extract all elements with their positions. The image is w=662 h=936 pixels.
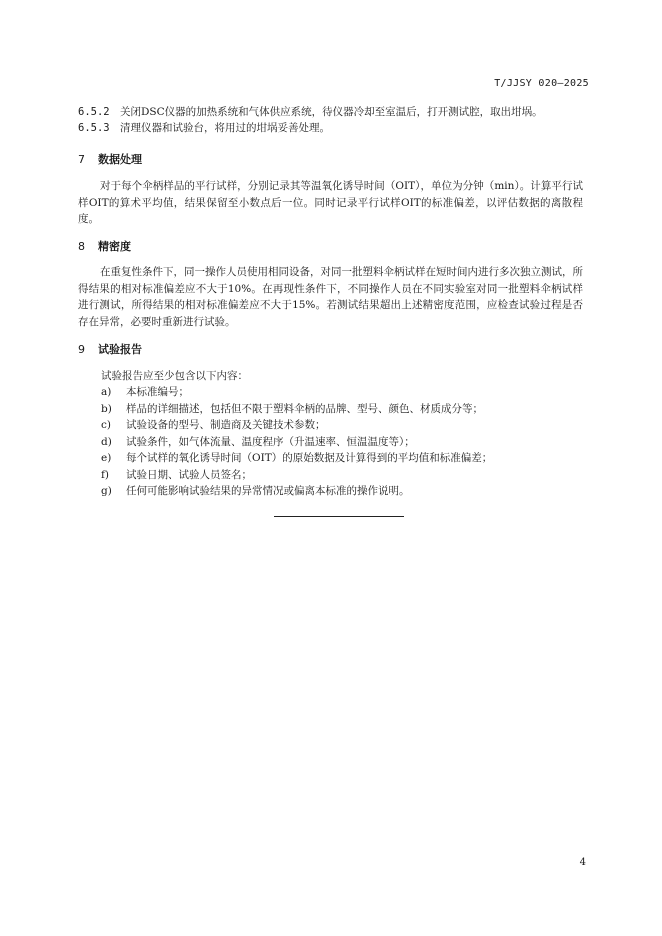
section-title: 试验报告 [98, 343, 142, 356]
clause-text: 关闭DSC仪器的加热系统和气体供应系统，待仪器冷却至室温后，打开测试腔，取出坩埚。 [120, 106, 543, 118]
section-heading-9 [78, 341, 142, 357]
list-item-text: 每个试样的氧化诱导时间（OIT）的原始数据及计算得到的平均值和标准偏差； [126, 452, 493, 464]
list-item-text: 试验日期、试验人员签名； [126, 468, 252, 481]
section-title: 数据处理 [98, 153, 142, 166]
clause-text: 清理仪器和试验台，将用过的坩埚妥善处理。 [120, 122, 330, 134]
list-item [101, 483, 492, 500]
report-intro: 试验报告应至少包含以下内容： [101, 370, 248, 382]
clause-number: 6.5.2 [78, 106, 110, 118]
list-marker: g) [101, 485, 112, 497]
list-item [101, 434, 492, 451]
list-item [101, 467, 492, 484]
list-marker: e) [101, 452, 112, 464]
report-items-list [101, 384, 492, 500]
list-marker: b) [101, 402, 112, 415]
section-number: 8 [78, 240, 85, 253]
list-item [101, 401, 492, 418]
section-7-body [78, 178, 583, 228]
paragraph: 对于每个伞柄样品的平行试样，分别记录其等温氧化诱导时间（OIT），单位为分钟（min）。计算平行试样OIT的算术平均值，结果保留至小数点后一位。同时记录平行试样OIT的标准偏差，以评估数据的离散程度。 [78, 180, 583, 225]
list-item-text: 试验设备的型号、制造商及关键技术参数； [126, 419, 326, 431]
list-item [101, 417, 492, 434]
paragraph: 在重复性条件下，同一操作人员使用相同设备，对同一批塑料伞柄试样在短时间内进行多次独立测试，所得结果的相对标准偏差应不大于10%。在再现性条件下，不同操作人员在不同实验室对同一批塑料伞柄试样进行测试，所得结果的相对标准偏差应不大于15%。若测试结果超出上述精密度范围，应检查试验过程是否存在异常，必要时重新进行试验。 [78, 266, 583, 328]
list-item-text: 试验条件，如气体流量、温度程序（升温速率、恒温温度等）； [126, 435, 415, 448]
list-item-text: 样品的详细描述，包括但不限于塑料伞柄的品牌、型号、颜色、材质成分等； [126, 402, 483, 415]
section-heading-8 [78, 238, 131, 254]
list-marker: f) [101, 468, 109, 481]
section-number: 9 [78, 343, 85, 356]
section-number: 7 [78, 153, 85, 166]
list-marker: d) [101, 435, 112, 448]
list-item [101, 450, 492, 467]
list-item [101, 384, 492, 401]
clause-number: 6.5.3 [78, 122, 110, 134]
document-code: T/JJSY 020—2025 [494, 78, 589, 89]
list-marker: c) [101, 419, 111, 431]
clause-6-5-3 [78, 120, 330, 136]
list-item-text: 本标准编号； [126, 386, 189, 398]
section-title: 精密度 [98, 240, 131, 253]
clause-6-5-2 [78, 104, 543, 120]
section-8-body [78, 264, 583, 330]
end-of-document-rule [274, 516, 404, 517]
list-marker: a) [101, 386, 112, 398]
list-item-text: 任何可能影响试验结果的异常情况或偏离本标准的操作说明。 [126, 485, 410, 497]
section-heading-7 [78, 151, 142, 167]
page-number: 4 [579, 857, 586, 868]
